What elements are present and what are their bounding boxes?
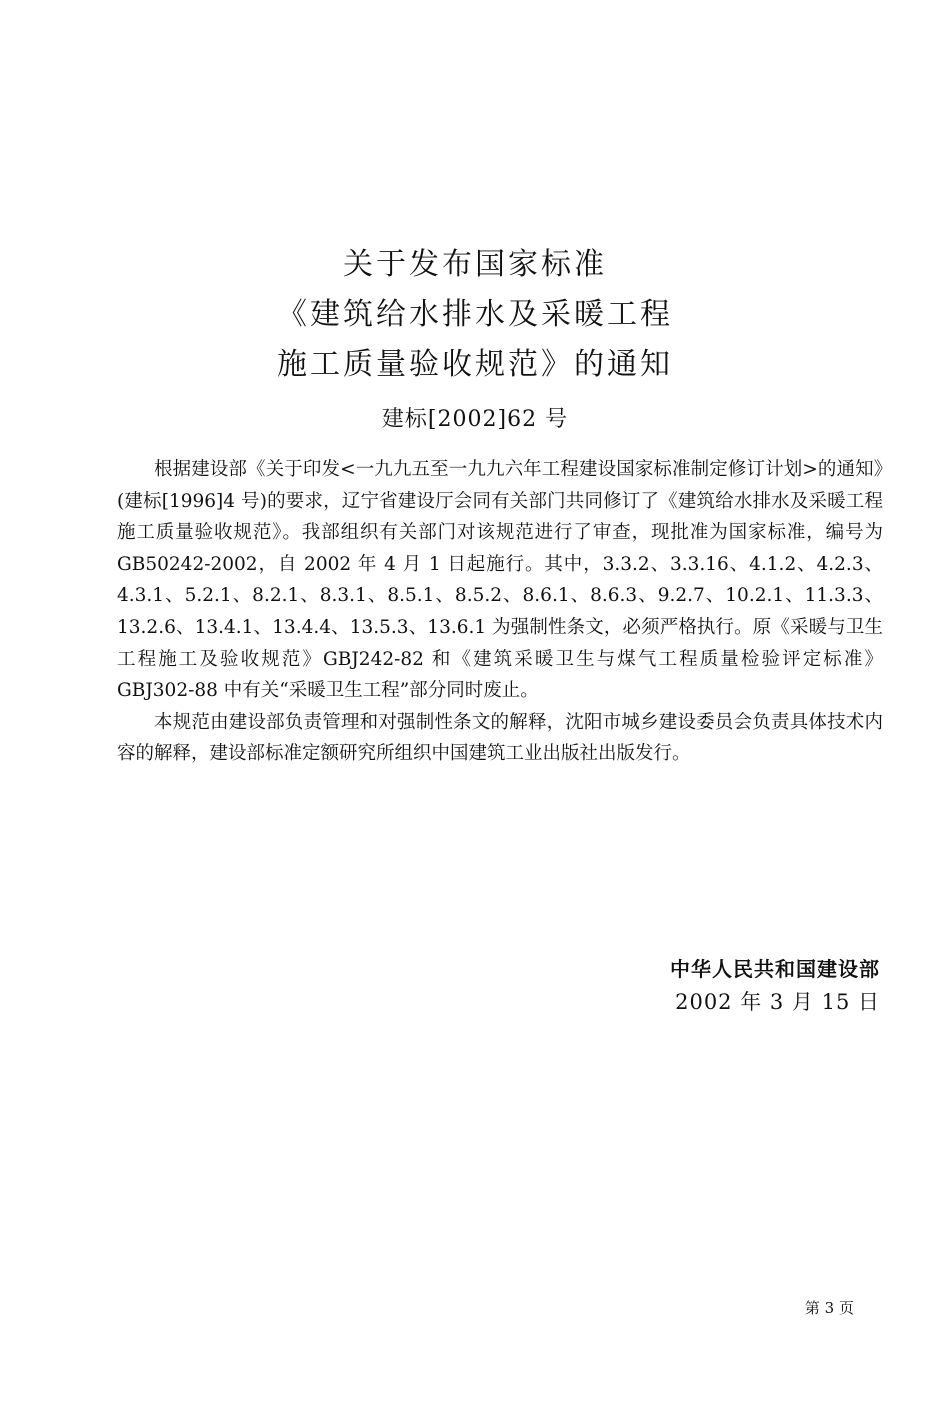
issuing-organization: 中华人民共和国建设部 <box>670 957 880 981</box>
page-number: 第 3 页 <box>804 1299 854 1317</box>
title-line-3: 施工质量验收规范》的通知 <box>277 347 673 382</box>
notice-body <box>117 454 883 770</box>
title-line-2: 《建筑给水排水及采暖工程 <box>277 297 673 332</box>
document-number: 建标[2002]62 号 <box>381 407 569 432</box>
body-paragraph-1: 根据建设部《关于印发<一九九五至一九九六年工程建设国家标准制定修订计划>的通知》(建标[1996]4 号)的要求，辽宁省建设厅会同有关部门共同修订了《建筑给水排水及采暖工程施工质量验收规范》。我部组织有关部门对该规范进行了审查，现批准为国家标准，编号为 GB50242-2002，自 2002 年 4 月 1 日起施行。其中，3.3.2、3.3.16、4.1.2、4.2.3、4.3.1、5.2.1、8.2.1、8.3.1、8.5.1、8.5.2、8.6.1、8.6.3、9.2.7、10.2.1、11.3.3、13.2.6、13.4.1、13.4.4、13.5.3、13.6.1 为强制性条文，必须严格执行。原《采暖与卫生工程施工及验收规范》GBJ242-82 和《建筑采暖卫生与煤气工程质量检验评定标准》GBJ302-88 中有关“采暖卫生工程”部分同时废止。 <box>117 459 883 702</box>
issue-date: 2002 年 3 月 15 日 <box>675 990 880 1014</box>
title-line-1: 关于发布国家标准 <box>343 247 607 282</box>
notice-title-block <box>0 240 950 436</box>
body-paragraph-2: 本规范由建设部负责管理和对强制性条文的解释，沈阳市城乡建设委员会负责具体技术内容的解释，建设部标准定额研究所组织中国建筑工业出版社出版发行。 <box>117 711 883 765</box>
signature-block <box>670 953 880 1019</box>
